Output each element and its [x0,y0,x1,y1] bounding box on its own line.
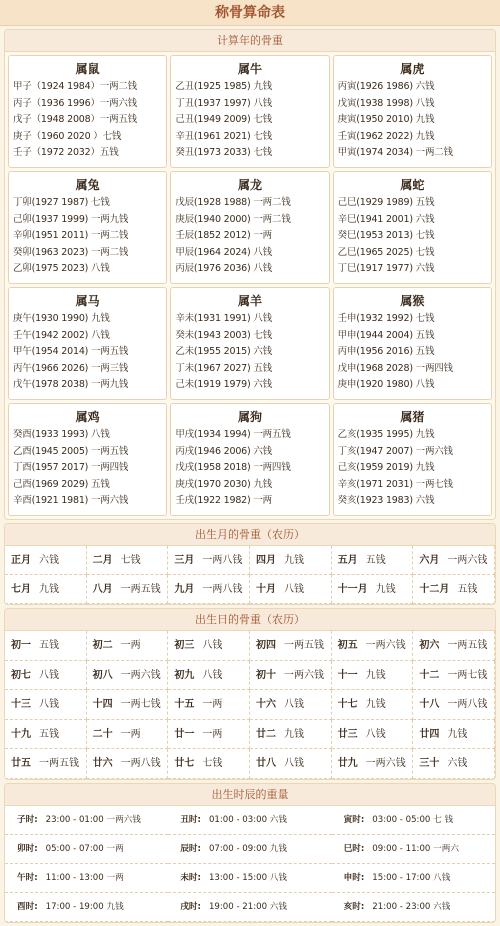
zodiac-year-weight: 乙丑(1925 1985) 九钱 [175,81,272,92]
day-cell-label: 初七 [11,669,31,681]
month-cell-value: 五钱 [457,584,478,595]
zodiac-year-weight: 癸未(1943 2003) 七钱 [175,329,272,341]
day-cell [332,661,414,691]
day-cell-value: 一两七钱 [120,699,161,710]
zodiac-card [333,403,492,516]
zodiac-year-weight: 丙戌(1946 2006) 六钱 [175,445,272,457]
day-cell-value: 一两六钱 [365,640,406,651]
day-cell-value: 九钱 [365,669,386,681]
zodiac-card [8,403,167,516]
zodiac-name: 属羊 [237,294,262,308]
hour-value: 九钱 [106,901,124,912]
day-cell-label: 初五 [337,640,358,651]
month-cell-label: 五月 [337,555,358,566]
day-cell [413,720,495,750]
hour-range: 17:00 - 19:00 [45,901,104,912]
hour-label: 戌时: [180,901,201,912]
day-cell-value: 一两五钱 [283,640,324,651]
day-cell-label: 廿六 [92,758,113,769]
day-cell-value: 八钱 [39,699,59,710]
zodiac-year-weight: 癸酉(1933 1993) 八钱 [13,429,110,440]
zodiac-card [8,287,167,400]
zodiac-year-weight: 辛卯(1951 2011) 一两二钱 [13,230,129,242]
month-cell [250,546,332,575]
hour-cell [5,806,168,835]
day-cell [5,690,87,720]
zodiac-year-weight: 乙亥(1935 1995) 九钱 [337,429,435,440]
month-cell-label: 二月 [92,555,113,566]
day-cell-value: 一两 [120,640,141,651]
zodiac-year-weight: 甲子（1924 1984）一两二钱 [13,81,137,92]
month-cell-value: 一两八钱 [202,584,243,595]
zodiac-year-weight: 庚辰(1940 2000) 一两二钱 [175,213,291,225]
zodiac-year-weight: 甲申(1944 2004) 五钱 [337,329,435,341]
day-cell-value: 一两七钱 [447,669,488,681]
hour-range: 03:00 - 05:00 [372,814,431,825]
zodiac-year-weight: 壬寅(1962 2022) 九钱 [337,130,435,142]
day-cell-value: 一两 [202,699,223,710]
zodiac-year-weight: 癸卯(1963 2023) 一两二钱 [13,246,129,258]
zodiac-year-weight: 甲戌(1934 1994) 一两五钱 [175,429,291,440]
day-cell-value: 八钱 [39,669,59,681]
month-cell-label: 十月 [255,584,276,595]
day-cell-label: 十一 [337,669,358,681]
hour-label: 亥时: [343,901,365,912]
zodiac-year-weight: 庚寅(1950 2010) 九钱 [337,114,435,126]
zodiac-year-weight: 甲午(1954 2014) 一两五钱 [13,346,129,358]
hour-range: 13:00 - 15:00 [208,872,268,883]
month-cell-label: 八月 [92,584,113,595]
day-cell-label: 初六 [419,640,440,651]
day-cell [168,749,250,779]
hour-range: 01:00 - 03:00 [208,814,268,825]
hour-range: 05:00 - 07:00 [45,843,104,854]
zodiac-year-weight: 庚申(1920 1980) 八钱 [337,379,435,391]
day-cell-value: 五钱 [39,728,59,740]
day-cell-label: 廿七 [174,758,195,769]
day-cell-label: 初八 [92,669,113,681]
zodiac-year-weight: 己亥(1959 2019) 九钱 [337,462,435,474]
zodiac-year-weight: 丁巳(1917 1977) 六钱 [337,263,435,275]
month-cell-label: 四月 [255,555,276,566]
hour-value: 一两 [106,843,124,854]
day-section-title: 出生日的骨重（农历） [5,609,495,631]
zodiac-name: 属蛇 [400,178,425,192]
day-cell [5,749,87,779]
day-cell-label: 初九 [174,669,195,681]
zodiac-year-weight: 壬辰(1852 2012) 一两 [175,230,272,242]
day-cell-label: 初一 [11,640,31,651]
hour-value: 六钱 [433,901,451,912]
hour-label: 午时: [17,872,38,883]
zodiac-year-weight: 辛巳(1941 2001) 六钱 [337,213,435,225]
zodiac-year-weight: 甲寅(1974 2034) 一两二钱 [337,147,453,159]
zodiac-name: 属虎 [400,62,425,76]
day-cell [332,631,414,661]
month-cell [168,546,250,575]
month-cell-label: 六月 [419,555,440,566]
zodiac-year-weight: 甲辰(1964 2024) 八钱 [175,246,272,258]
hour-range: 23:00 - 01:00 [45,814,104,825]
day-section [4,608,496,780]
hour-cell [168,835,331,864]
zodiac-name: 属牛 [237,62,262,76]
zodiac-year-weight: 庚戌(1970 2030) 九钱 [175,478,272,490]
year-section-title: 计算年的骨重 [5,30,495,52]
zodiac-year-weight: 壬午(1942 2002) 八钱 [13,329,110,341]
zodiac-name: 属狗 [237,410,262,424]
month-cell [168,575,250,604]
zodiac-year-weight: 丁丑(1937 1997) 八钱 [175,97,272,109]
month-cell-value: 七钱 [120,555,141,566]
hour-range: 11:00 - 13:00 [45,872,104,883]
month-cell [250,575,332,604]
year-section [4,29,496,520]
month-cell [413,546,495,575]
day-cell-label: 十九 [11,728,31,740]
day-grid [5,631,495,779]
day-cell [413,631,495,661]
month-cell-value: 六钱 [39,555,59,566]
month-cell [332,575,414,604]
zodiac-year-weight: 己卯(1937 1999) 一两九钱 [13,213,129,225]
hour-value: 八钱 [433,872,451,883]
zodiac-card [333,55,492,168]
zodiac-year-weight: 乙卯(1975 2023) 八钱 [13,263,110,275]
zodiac-year-weight: 丙寅(1926 1986) 六钱 [337,81,435,92]
zodiac-year-weight: 丁卯(1927 1987) 七钱 [13,197,110,208]
zodiac-year-weight: 己丑(1949 2009) 七钱 [175,114,272,126]
zodiac-year-weight: 戊申(1968 2028) 一两四钱 [337,362,453,374]
zodiac-name: 属鼠 [75,62,100,76]
zodiac-year-weight: 乙巳(1965 2025) 七钱 [337,246,435,258]
day-cell-value: 八钱 [283,699,304,710]
month-section-title: 出生月的骨重（农历） [5,524,495,546]
day-cell [413,661,495,691]
day-cell-label: 初四 [255,640,276,651]
hour-label: 申时: [343,872,365,883]
zodiac-year-weight: 壬戌(1922 1982) 一两 [175,495,272,507]
zodiac-card [170,287,329,400]
day-cell-value: 八钱 [283,758,304,769]
hour-label: 辰时: [180,843,201,854]
zodiac-year-weight: 壬子（1972 2032）五钱 [13,147,119,159]
month-grid [5,546,495,604]
day-cell-value: 一两五钱 [447,640,488,651]
zodiac-year-weight: 庚午(1930 1990) 九钱 [13,313,110,324]
day-cell [250,720,332,750]
hour-label: 未时: [180,872,201,883]
month-cell-label: 十一月 [337,584,368,595]
month-cell-value: 八钱 [283,584,304,595]
month-cell-label: 十二月 [419,584,450,595]
hour-value: 一两六钱 [106,814,141,825]
day-cell [168,631,250,661]
hour-range: 09:00 - 11:00 [372,843,431,854]
zodiac-card [333,287,492,400]
month-cell [332,546,414,575]
day-cell [413,690,495,720]
zodiac-year-weight: 辛酉(1921 1981) 一两六钱 [13,495,129,507]
day-cell-label: 廿五 [11,758,31,769]
zodiac-year-weight: 己未(1919 1979) 六钱 [175,379,272,391]
month-cell [5,546,87,575]
zodiac-card [170,171,329,284]
zodiac-year-weight: 辛亥(1971 2031) 一两七钱 [337,478,453,490]
zodiac-year-weight: 丙子（1936 1996）一两六钱 [13,97,137,109]
zodiac-year-weight: 戊寅(1938 1998) 八钱 [337,97,435,109]
day-cell [250,749,332,779]
month-cell-value: 一两八钱 [202,555,243,566]
month-cell-value: 九钱 [39,584,59,595]
day-cell-label: 十三 [11,699,31,710]
day-cell-value: 一两六钱 [365,758,406,769]
day-cell [332,749,414,779]
day-cell [87,631,169,661]
day-cell-value: 九钱 [447,728,468,740]
hour-label: 子时: [17,814,38,825]
hour-cell [332,893,495,922]
day-cell-value: 一两六钱 [283,669,324,681]
zodiac-year-weight: 己巳(1929 1989) 五钱 [337,197,435,208]
day-cell [87,749,169,779]
zodiac-name: 属龙 [237,178,262,192]
zodiac-year-weight: 癸巳(1953 2013) 七钱 [337,230,435,242]
zodiac-year-weight: 丙午(1966 2026) 一两三钱 [13,362,129,374]
day-cell [332,690,414,720]
day-cell [250,631,332,661]
zodiac-card [333,171,492,284]
zodiac-name: 属马 [75,294,100,308]
day-cell-label: 初二 [92,640,113,651]
hour-value: 六钱 [269,901,287,912]
month-cell [87,546,169,575]
hour-value: 一两 [106,872,124,883]
hour-value: 八钱 [269,872,287,883]
day-cell [87,661,169,691]
day-cell-label: 初十 [255,669,276,681]
zodiac-name: 属鸡 [75,410,100,424]
month-section [4,523,496,605]
hour-cell [332,806,495,835]
month-cell-value: 九钱 [375,584,396,595]
day-cell [413,749,495,779]
day-cell-label: 十六 [255,699,276,710]
month-cell-label: 三月 [174,555,195,566]
day-cell-value: 一两 [202,728,223,740]
zodiac-year-weight: 戊辰(1928 1988) 一两二钱 [175,197,291,208]
day-cell-label: 廿九 [337,758,358,769]
day-cell-value: 六钱 [447,758,468,769]
day-cell-label: 廿四 [419,728,440,740]
hour-cell [168,864,331,893]
month-cell [413,575,495,604]
hour-grid [5,806,495,922]
month-cell-label: 七月 [11,584,31,595]
hour-value: 一两六 [433,843,459,854]
day-cell [168,661,250,691]
day-cell-label: 十四 [92,699,113,710]
day-cell [87,690,169,720]
zodiac-year-weight: 戊午(1978 2038) 一两九钱 [13,379,129,391]
hour-range: 19:00 - 21:00 [208,901,268,912]
hour-cell [332,835,495,864]
day-cell-value: 七钱 [202,758,223,769]
hour-range: 15:00 - 17:00 [372,872,431,883]
hour-cell [5,893,168,922]
day-cell [5,720,87,750]
day-cell-label: 十五 [174,699,195,710]
day-cell-value: 一两八钱 [447,699,488,710]
hour-section-title: 出生时辰的重量 [5,784,495,806]
zodiac-year-weight: 丙辰(1976 2036) 八钱 [175,263,272,275]
hour-range: 21:00 - 23:00 [372,901,431,912]
day-cell [168,720,250,750]
zodiac-card [170,55,329,168]
day-cell-label: 二十 [92,728,113,740]
zodiac-year-weight: 辛丑(1961 2021) 七钱 [175,130,272,142]
day-cell-label: 廿八 [255,758,276,769]
month-cell [5,575,87,604]
zodiac-year-weight: 己酉(1969 2029) 五钱 [13,478,110,490]
hour-value: 六钱 [269,814,287,825]
zodiac-name: 属兔 [75,178,100,192]
hour-value: 九钱 [269,843,287,854]
hour-label: 卯时: [17,843,38,854]
day-cell-label: 廿二 [255,728,276,740]
zodiac-year-weight: 丙申(1956 2016) 五钱 [337,346,435,358]
zodiac-card [170,403,329,516]
day-cell-value: 八钱 [365,728,386,740]
day-cell [5,661,87,691]
hour-section [4,783,496,923]
hour-cell [168,893,331,922]
day-cell [5,631,87,661]
day-cell-value: 八钱 [202,640,223,651]
day-cell-value: 一两五钱 [39,758,79,769]
hour-label: 丑时: [180,814,201,825]
day-cell [332,720,414,750]
day-cell [250,661,332,691]
zodiac-name: 属猪 [400,410,425,424]
day-cell-label: 初三 [174,640,195,651]
month-cell-value: 九钱 [283,555,304,566]
hour-label: 酉时: [17,901,38,912]
month-cell-value: 五钱 [365,555,386,566]
month-cell-value: 一两六钱 [447,555,488,566]
hour-cell [5,864,168,893]
zodiac-year-weight: 乙未(1955 2015) 六钱 [175,346,272,358]
hour-cell [168,806,331,835]
day-cell-label: 十二 [419,669,440,681]
zodiac-year-weight: 壬申(1932 1992) 七钱 [337,313,435,324]
day-cell-value: 一两六钱 [120,669,161,681]
day-cell [168,690,250,720]
day-cell [87,720,169,750]
zodiac-year-weight: 庚子（1960 2020 ）七钱 [13,130,122,142]
month-cell-label: 正月 [11,555,31,566]
page-title: 称骨算命表 [0,0,500,26]
zodiac-year-weight: 辛未(1931 1991) 八钱 [175,313,272,324]
hour-label: 寅时: [343,814,365,825]
zodiac-year-weight: 癸亥(1923 1983) 六钱 [337,495,435,507]
month-cell-label: 九月 [174,584,195,595]
day-cell-label: 廿三 [337,728,358,740]
zodiac-year-weight: 戊戌(1958 2018) 一两四钱 [175,462,291,474]
zodiac-name: 属猴 [400,294,425,308]
zodiac-card [8,171,167,284]
zodiac-year-weight: 丁未(1967 2027) 五钱 [175,362,272,374]
day-cell-value: 一两八钱 [120,758,161,769]
day-cell [250,690,332,720]
day-cell-label: 廿一 [174,728,195,740]
zodiac-year-weight: 丁亥(1947 2007) 一两六钱 [337,445,453,457]
day-cell-value: 五钱 [39,640,59,651]
month-cell [87,575,169,604]
hour-cell [332,864,495,893]
month-cell-value: 一两五钱 [120,584,161,595]
hour-cell [5,835,168,864]
zodiac-year-weight: 癸丑(1973 2033) 七钱 [175,147,272,159]
hour-range: 07:00 - 09:00 [208,843,268,854]
day-cell-value: 八钱 [202,669,223,681]
day-cell-value: 一两 [120,728,141,740]
hour-label: 巳时: [343,843,365,854]
hour-value: 七 钱 [433,814,454,825]
day-cell-value: 九钱 [283,728,304,740]
zodiac-year-weight: 丁酉(1957 2017) 一两四钱 [13,462,129,474]
day-cell-label: 十八 [419,699,440,710]
zodiac-year-weight: 戊子（1948 2008）一两五钱 [13,114,137,126]
day-cell-label: 十七 [337,699,358,710]
zodiac-card [8,55,167,168]
day-cell-label: 三十 [419,758,440,769]
day-cell-value: 九钱 [365,699,386,710]
zodiac-year-weight: 乙酉(1945 2005) 一两五钱 [13,445,129,457]
zodiac-grid [5,52,495,519]
